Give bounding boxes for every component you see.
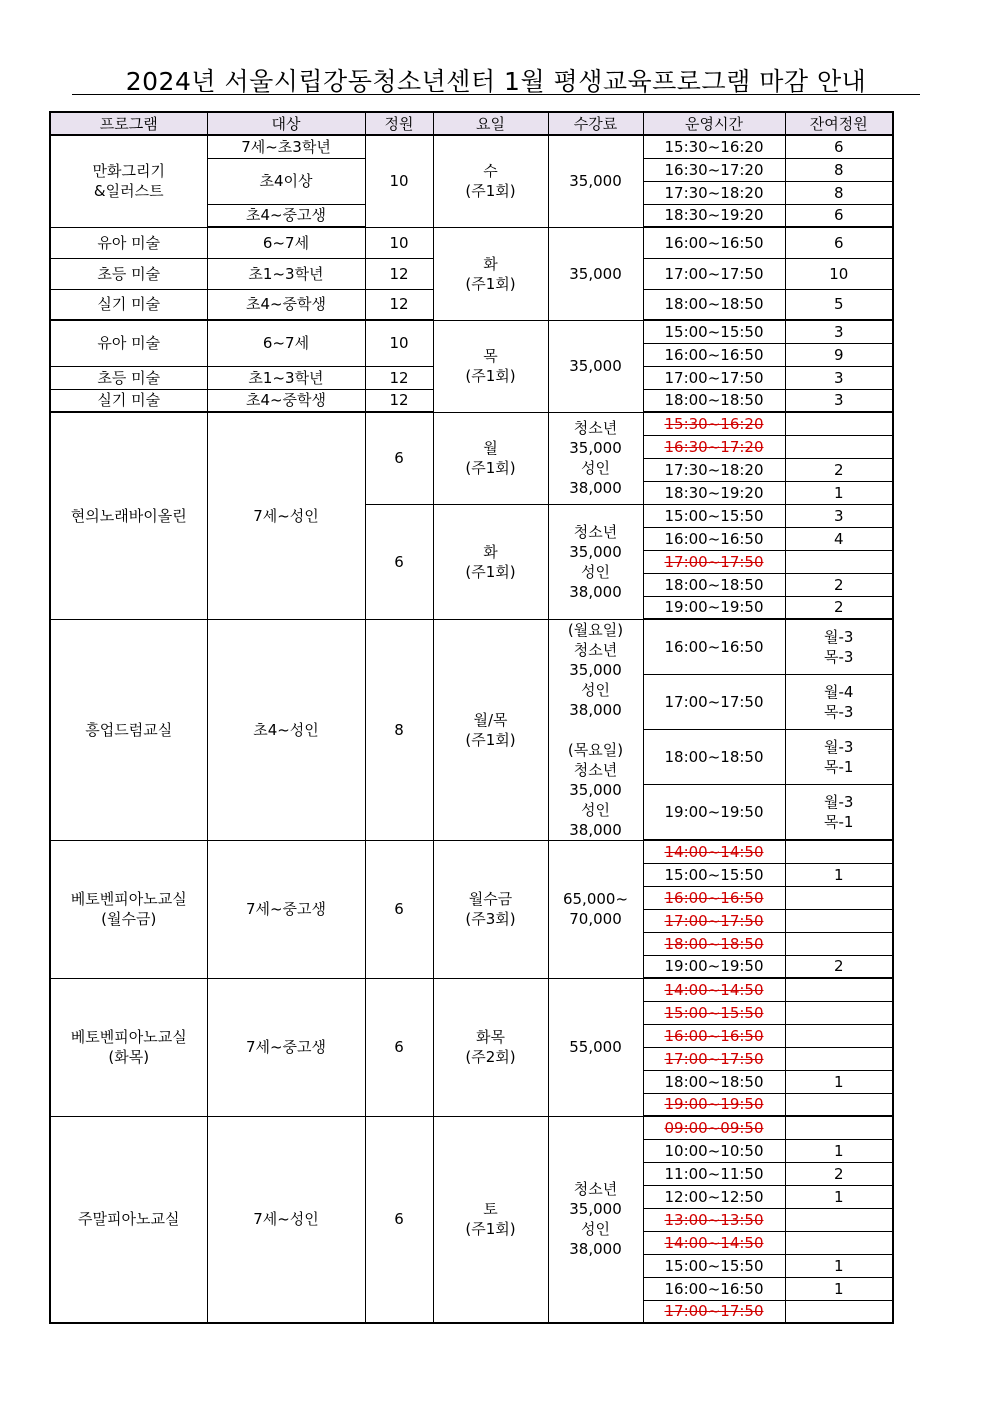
remaining-cell: 5 <box>785 289 893 320</box>
time-cell: 18:00~18:50 <box>643 289 785 320</box>
remaining-cell: 월-3 목-1 <box>785 785 893 840</box>
time-cell: 17:00~17:50 <box>643 550 785 573</box>
time-cell: 16:00~16:50 <box>643 619 785 674</box>
target-cell: 7세~중고생 <box>207 840 365 978</box>
program-name: 베토벤피아노교실 (월수금) <box>50 840 207 978</box>
remaining-cell <box>785 1001 893 1024</box>
time-cell: 15:30~16:20 <box>643 412 785 435</box>
time-cell: 14:00~14:50 <box>643 840 785 863</box>
remaining-cell: 1 <box>785 1185 893 1208</box>
remaining-cell: 1 <box>785 1139 893 1162</box>
time-cell: 17:00~17:50 <box>643 258 785 289</box>
col-header-fee: 수강료 <box>548 112 643 135</box>
remaining-cell: 1 <box>785 1277 893 1300</box>
remaining-cell <box>785 840 893 863</box>
time-cell: 18:00~18:50 <box>643 730 785 785</box>
col-header-program: 프로그램 <box>50 112 207 135</box>
table-row <box>50 135 893 158</box>
program-name: 실기 미술 <box>50 389 207 412</box>
capacity-cell: 12 <box>365 389 433 412</box>
target-cell: 7세~초3학년 <box>207 135 365 158</box>
page-title: 2024년 서울시립강동청소년센터 1월 평생교육프로그램 마감 안내 <box>125 67 867 96</box>
time-cell: 11:00~11:50 <box>643 1162 785 1185</box>
target-cell: 6~7세 <box>207 227 365 258</box>
fee-cell: 35,000 <box>548 320 643 412</box>
time-cell: 16:00~16:50 <box>643 886 785 909</box>
remaining-cell: 1 <box>785 1070 893 1093</box>
remaining-cell: 월-3 목-1 <box>785 730 893 785</box>
remaining-cell: 1 <box>785 481 893 504</box>
target-cell: 7세~성인 <box>207 412 365 619</box>
program-name: 흥업드럼교실 <box>50 619 207 840</box>
remaining-cell: 월-4 목-3 <box>785 674 893 729</box>
time-cell: 16:00~16:50 <box>643 1024 785 1047</box>
time-cell: 16:00~16:50 <box>643 527 785 550</box>
target-cell: 초1~3학년 <box>207 258 365 289</box>
capacity-cell: 12 <box>365 289 433 320</box>
target-cell: 초4~중학생 <box>207 389 365 412</box>
time-cell: 17:00~17:50 <box>643 1300 785 1323</box>
table-row <box>50 978 893 1001</box>
capacity-cell: 8 <box>365 619 433 840</box>
remaining-cell: 4 <box>785 527 893 550</box>
table-row <box>50 412 893 435</box>
program-name: 실기 미술 <box>50 289 207 320</box>
target-cell: 7세~중고생 <box>207 978 365 1116</box>
remaining-cell <box>785 1093 893 1116</box>
remaining-cell: 2 <box>785 955 893 978</box>
capacity-cell: 6 <box>365 840 433 978</box>
remaining-cell <box>785 932 893 955</box>
time-cell: 17:00~17:50 <box>643 366 785 389</box>
time-cell: 14:00~14:50 <box>643 978 785 1001</box>
target-cell: 초4이상 <box>207 158 365 204</box>
time-cell: 10:00~10:50 <box>643 1139 785 1162</box>
capacity-cell: 10 <box>365 320 433 366</box>
day-cell: 수 (주1회) <box>433 135 548 227</box>
time-cell: 15:00~15:50 <box>643 320 785 343</box>
remaining-cell <box>785 1231 893 1254</box>
remaining-cell: 3 <box>785 320 893 343</box>
remaining-cell <box>785 1024 893 1047</box>
remaining-cell: 2 <box>785 573 893 596</box>
time-cell: 12:00~12:50 <box>643 1185 785 1208</box>
capacity-cell: 12 <box>365 366 433 389</box>
remaining-cell <box>785 1116 893 1139</box>
remaining-cell <box>785 550 893 573</box>
remaining-cell: 월-3 목-3 <box>785 619 893 674</box>
time-cell: 18:30~19:20 <box>643 481 785 504</box>
program-name: 초등 미술 <box>50 258 207 289</box>
remaining-cell <box>785 909 893 932</box>
time-cell: 16:30~17:20 <box>643 158 785 181</box>
remaining-cell <box>785 886 893 909</box>
capacity-cell: 6 <box>365 504 433 619</box>
program-name: 유아 미술 <box>50 320 207 366</box>
remaining-cell: 2 <box>785 458 893 481</box>
day-cell: 화 (주1회) <box>433 227 548 320</box>
day-cell: 화 (주1회) <box>433 504 548 619</box>
time-cell: 19:00~19:50 <box>643 596 785 619</box>
header-row <box>50 112 893 135</box>
program-name: 베토벤피아노교실 (화목) <box>50 978 207 1116</box>
remaining-cell: 1 <box>785 1254 893 1277</box>
fee-cell: 55,000 <box>548 978 643 1116</box>
time-cell: 15:00~15:50 <box>643 863 785 886</box>
fee-cell: 35,000 <box>548 135 643 227</box>
remaining-cell: 1 <box>785 863 893 886</box>
time-cell: 17:00~17:50 <box>643 674 785 729</box>
remaining-cell: 3 <box>785 389 893 412</box>
schedule-table <box>49 111 894 1324</box>
remaining-cell: 10 <box>785 258 893 289</box>
table-row <box>50 619 893 674</box>
time-cell: 13:00~13:50 <box>643 1208 785 1231</box>
remaining-cell: 9 <box>785 343 893 366</box>
day-cell: 화목 (주2회) <box>433 978 548 1116</box>
remaining-cell: 8 <box>785 158 893 181</box>
remaining-cell <box>785 1300 893 1323</box>
day-cell: 월/목 (주1회) <box>433 619 548 840</box>
capacity-cell: 6 <box>365 978 433 1116</box>
col-header-time: 운영시간 <box>643 112 785 135</box>
time-cell: 19:00~19:50 <box>643 1093 785 1116</box>
remaining-cell: 6 <box>785 204 893 227</box>
remaining-cell: 2 <box>785 596 893 619</box>
fee-cell: 65,000~ 70,000 <box>548 840 643 978</box>
time-cell: 18:00~18:50 <box>643 573 785 596</box>
capacity-cell: 10 <box>365 135 433 227</box>
title-underline <box>72 94 920 95</box>
table-row <box>50 840 893 863</box>
col-header-target: 대상 <box>207 112 365 135</box>
fee-cell: (월요일) 청소년 35,000 성인 38,000 (목요일) 청소년 35,000 성인 38,000 <box>548 619 643 840</box>
col-header-remaining: 잔여정원 <box>785 112 893 135</box>
time-cell: 15:00~15:50 <box>643 504 785 527</box>
time-cell: 18:30~19:20 <box>643 204 785 227</box>
target-cell: 7세~성인 <box>207 1116 365 1323</box>
target-cell: 초1~3학년 <box>207 366 365 389</box>
time-cell: 17:00~17:50 <box>643 1047 785 1070</box>
col-header-day: 요일 <box>433 112 548 135</box>
time-cell: 16:30~17:20 <box>643 435 785 458</box>
program-name: 현의노래바이올린 <box>50 412 207 619</box>
target-cell: 초4~성인 <box>207 619 365 840</box>
remaining-cell <box>785 978 893 1001</box>
time-cell: 15:00~15:50 <box>643 1001 785 1024</box>
day-cell: 월 (주1회) <box>433 412 548 504</box>
day-cell: 목 (주1회) <box>433 320 548 412</box>
table-row <box>50 227 893 258</box>
time-cell: 19:00~19:50 <box>643 785 785 840</box>
remaining-cell <box>785 1208 893 1231</box>
program-name: 유아 미술 <box>50 227 207 258</box>
time-cell: 18:00~18:50 <box>643 1070 785 1093</box>
capacity-cell: 6 <box>365 412 433 504</box>
time-cell: 09:00~09:50 <box>643 1116 785 1139</box>
day-cell: 토 (주1회) <box>433 1116 548 1323</box>
remaining-cell: 6 <box>785 135 893 158</box>
fee-cell: 35,000 <box>548 227 643 320</box>
time-cell: 16:00~16:50 <box>643 227 785 258</box>
time-cell: 14:00~14:50 <box>643 1231 785 1254</box>
time-cell: 18:00~18:50 <box>643 389 785 412</box>
time-cell: 18:00~18:50 <box>643 932 785 955</box>
time-cell: 15:30~16:20 <box>643 135 785 158</box>
remaining-cell: 6 <box>785 227 893 258</box>
capacity-cell: 10 <box>365 227 433 258</box>
fee-cell: 청소년 35,000 성인 38,000 <box>548 1116 643 1323</box>
target-cell: 6~7세 <box>207 320 365 366</box>
time-cell: 17:00~17:50 <box>643 909 785 932</box>
program-name: 주말피아노교실 <box>50 1116 207 1323</box>
remaining-cell <box>785 1047 893 1070</box>
target-cell: 초4~중고생 <box>207 204 365 227</box>
capacity-cell: 6 <box>365 1116 433 1323</box>
fee-cell: 청소년 35,000 성인 38,000 <box>548 412 643 504</box>
time-cell: 17:30~18:20 <box>643 181 785 204</box>
target-cell: 초4~중학생 <box>207 289 365 320</box>
remaining-cell: 2 <box>785 1162 893 1185</box>
fee-cell: 청소년 35,000 성인 38,000 <box>548 504 643 619</box>
program-name: 초등 미술 <box>50 366 207 389</box>
remaining-cell <box>785 435 893 458</box>
capacity-cell: 12 <box>365 258 433 289</box>
col-header-capacity: 정원 <box>365 112 433 135</box>
remaining-cell: 3 <box>785 366 893 389</box>
table-row <box>50 1116 893 1139</box>
time-cell: 19:00~19:50 <box>643 955 785 978</box>
time-cell: 17:30~18:20 <box>643 458 785 481</box>
remaining-cell: 8 <box>785 181 893 204</box>
table-row <box>50 320 893 343</box>
time-cell: 16:00~16:50 <box>643 1277 785 1300</box>
day-cell: 월수금 (주3회) <box>433 840 548 978</box>
remaining-cell: 3 <box>785 504 893 527</box>
time-cell: 16:00~16:50 <box>643 343 785 366</box>
program-name: 만화그리기 &일러스트 <box>50 135 207 227</box>
remaining-cell <box>785 412 893 435</box>
time-cell: 15:00~15:50 <box>643 1254 785 1277</box>
